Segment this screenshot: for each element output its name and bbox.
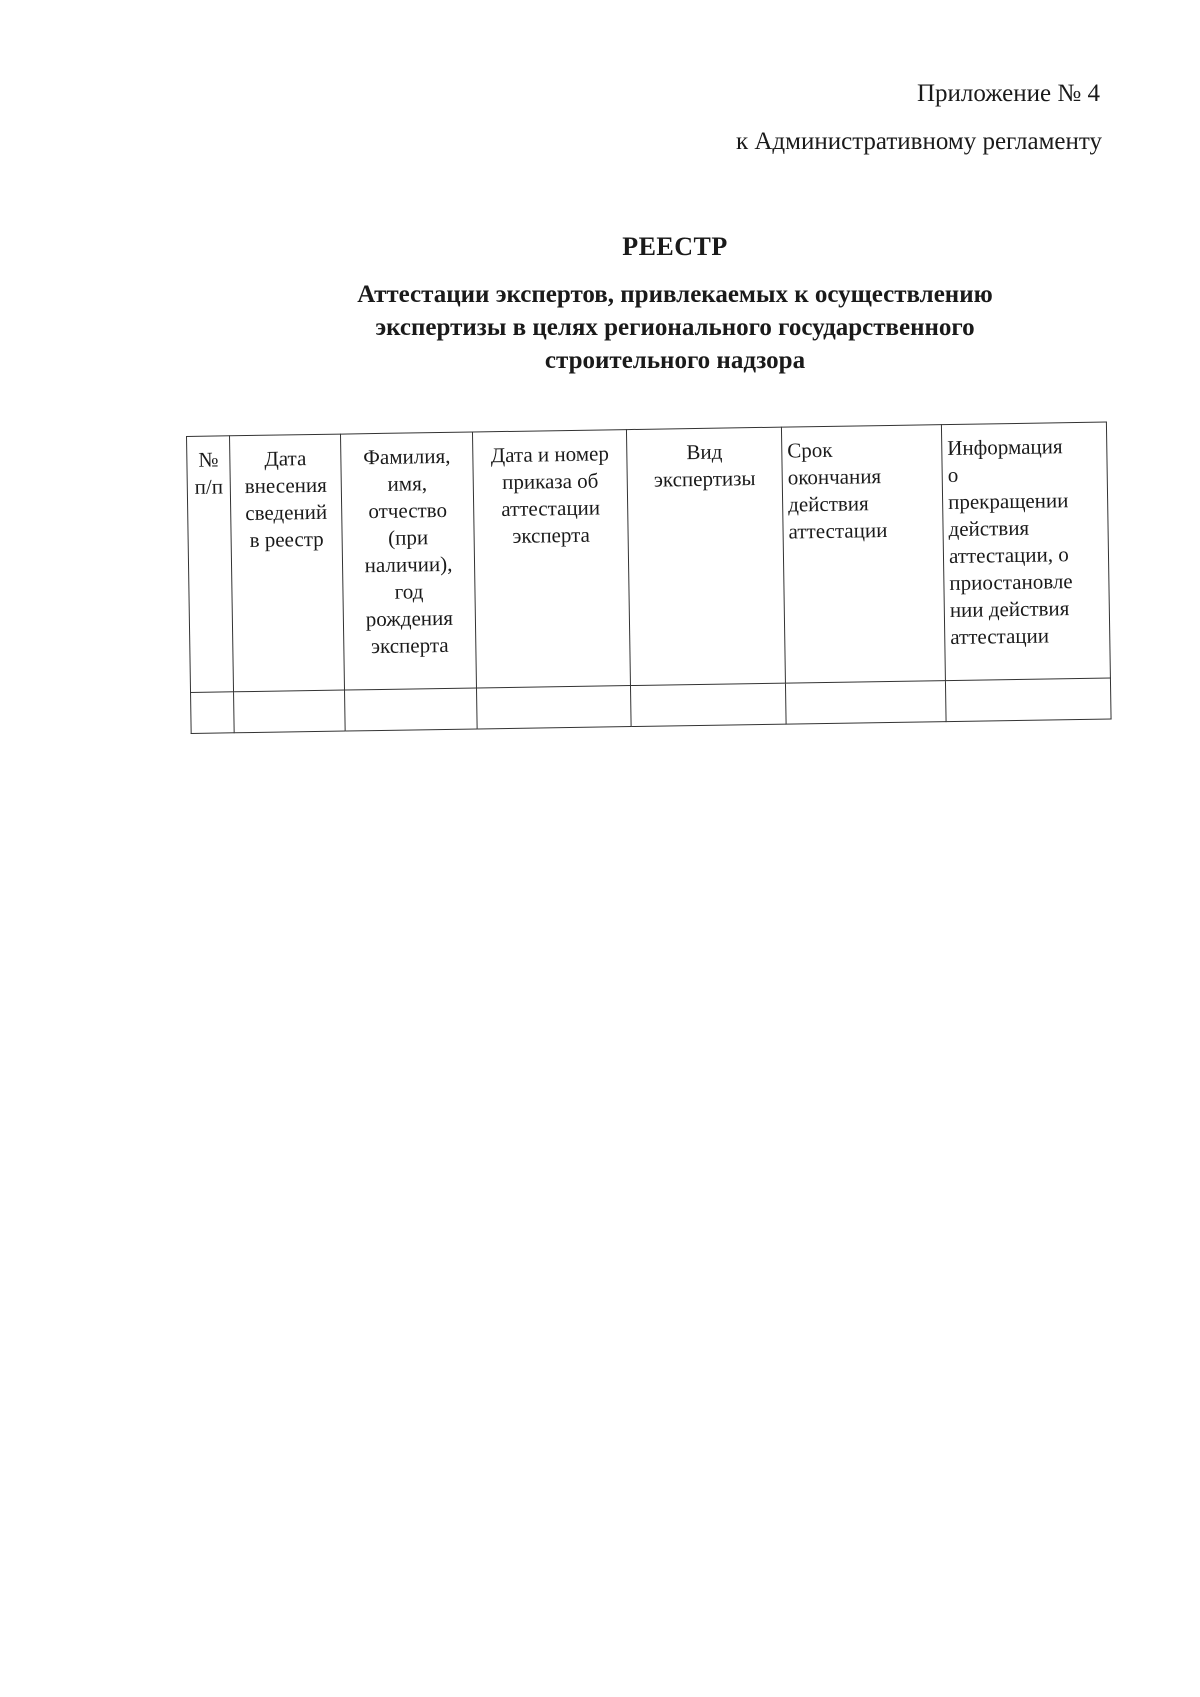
table-header-row [187, 422, 1111, 692]
registry-table [186, 422, 1112, 734]
subtitle-line: Аттестации экспертов, привлекаемых к осуществлению [357, 281, 993, 308]
column-header-termination-info: Информация о прекращении действия аттестации, о приостановле нии действия аттестации [941, 422, 1110, 681]
table-cell [476, 686, 631, 729]
column-header-expiry: Срок окончания действия аттестации [781, 425, 945, 683]
column-header-expert-name: Фамилия, имя, отчество (при наличии), год рождения эксперта [340, 432, 476, 690]
table-cell [234, 690, 346, 733]
column-header-expertise-type: Вид экспертизы [626, 427, 785, 685]
column-header-number: № п/п [187, 436, 234, 693]
subtitle-line: экспертизы в целях регионального государственного [375, 314, 975, 341]
column-header-entry-date: Дата внесения сведений в реестр [230, 434, 345, 692]
subtitle-line: строительного надзора [544, 347, 806, 374]
appendix-number: Приложение № 4 [916, 80, 1100, 107]
register-subtitle [270, 278, 1080, 377]
table-cell [345, 688, 478, 731]
table-cell [630, 683, 786, 726]
table-cell [785, 681, 946, 725]
register-title: РЕЕСТР [622, 232, 728, 261]
column-header-order: Дата и номер приказа об аттестации эксперта [472, 430, 630, 688]
table-cell [191, 692, 235, 734]
table-cell [945, 678, 1111, 722]
appendix-regulation: к Административному регламенту [735, 128, 1102, 155]
